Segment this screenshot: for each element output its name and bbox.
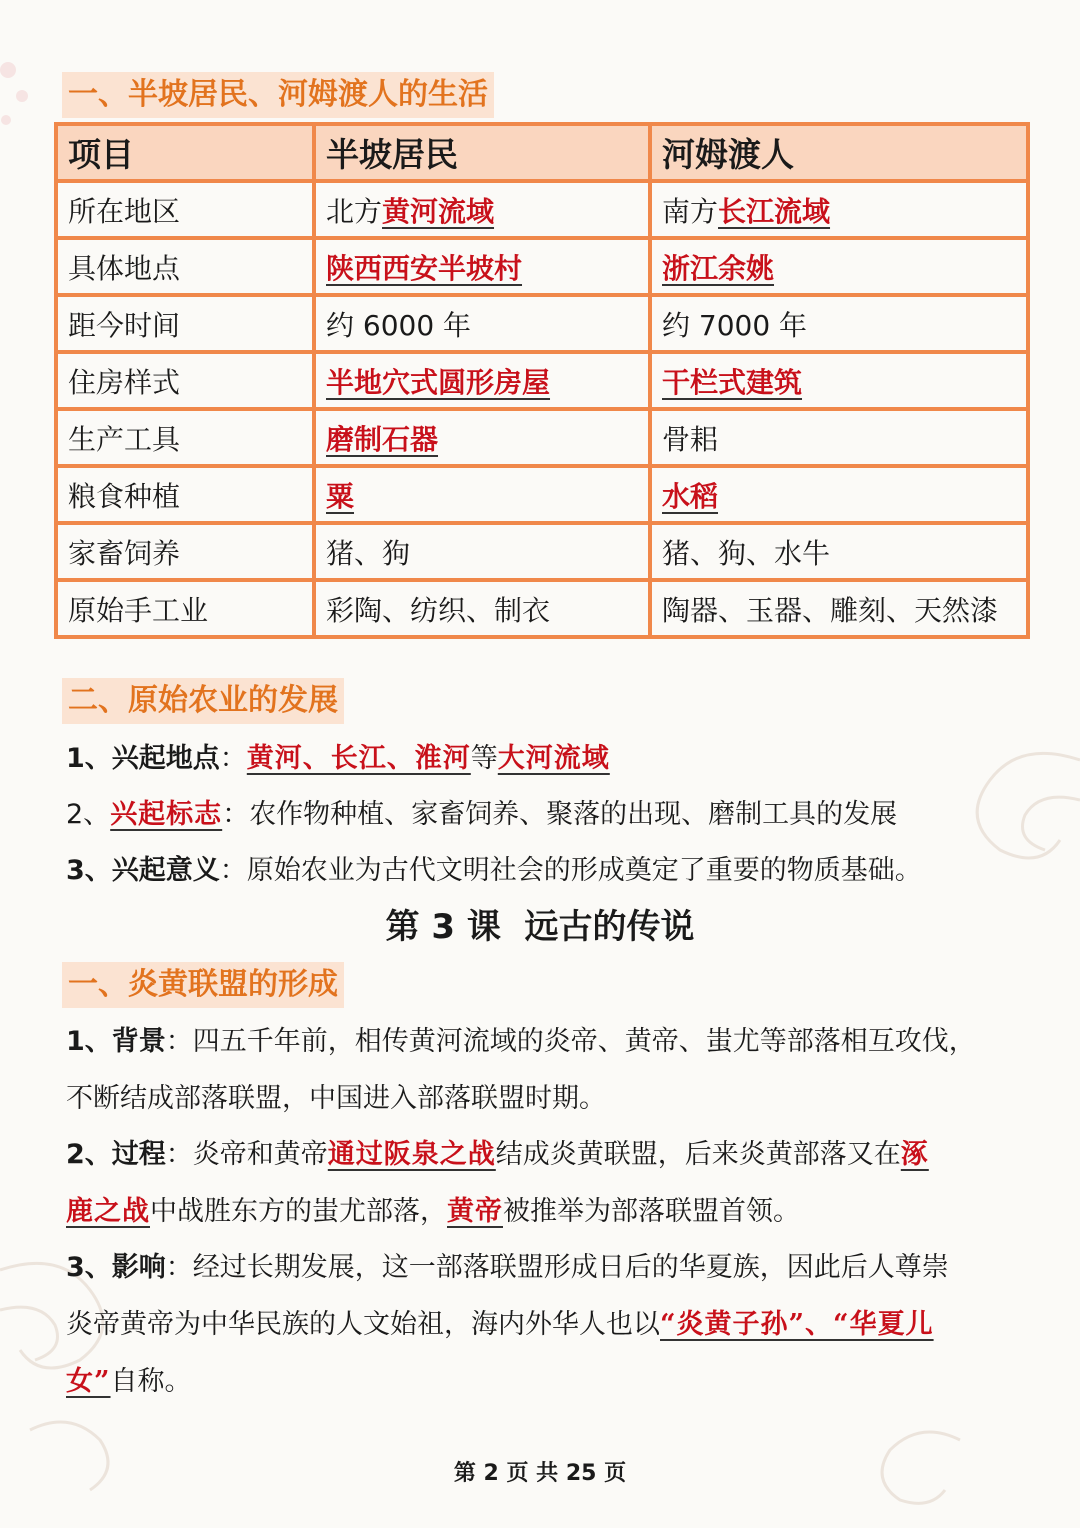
section-heading-alliance: 一、炎黄联盟的形成 (62, 962, 344, 1008)
highlight-zhuolu-a: 涿 (900, 1139, 929, 1170)
rise-marker (66, 786, 897, 843)
highlight-text: 陕西西安半坡村 (326, 251, 523, 285)
table-row (56, 295, 1028, 352)
influence-text: 经过长期发展，这一部落联盟形成日后的华夏族，因此后人尊崇 (192, 1252, 949, 1283)
row-hemudu-cell (650, 523, 1028, 580)
rise-location-text: 等 (470, 743, 498, 774)
rise-marker-text: 农作物种植、家畜饲养、聚落的出现、磨制工具的发展 (249, 799, 898, 830)
cell-text: 南方 (662, 194, 719, 228)
highlight-text: 黄河流域 (382, 194, 495, 228)
colon: ： (165, 1026, 193, 1057)
row-hemudu-cell (650, 580, 1028, 637)
cell-text: 骨耜 (662, 422, 719, 456)
rise-location (66, 730, 610, 787)
row-item-cell: 距今时间 (56, 295, 314, 352)
highlight-text: 干栏式建筑 (662, 365, 803, 399)
cell-text: 陶器、玉器、雕刻、天然漆 (662, 593, 999, 627)
colon: ： (165, 1139, 193, 1170)
header-hemudu: 河姆渡人 (650, 124, 1028, 181)
highlight-text: 长江流域 (718, 194, 831, 228)
table-row (56, 409, 1028, 466)
rise-significance-text: 原始农业为古代文明社会的形成奠定了重要的物质基础。 (246, 855, 922, 886)
row-banpo-cell (314, 181, 650, 238)
process-text: 被推举为部落联盟首领。 (503, 1196, 800, 1227)
row-hemudu-cell (650, 409, 1028, 466)
comparison-table (54, 122, 1030, 639)
row-banpo-cell (314, 523, 650, 580)
highlight-text: 磨制石器 (326, 422, 439, 456)
colon: ： (219, 743, 247, 774)
row-hemudu-cell (650, 295, 1028, 352)
rise-significance (66, 842, 922, 899)
header-item: 项目 (56, 124, 314, 181)
row-item-cell: 生产工具 (56, 409, 314, 466)
row-hemudu-cell (650, 181, 1028, 238)
process-text: 炎帝和黄帝 (192, 1139, 328, 1170)
table-header-row (56, 124, 1028, 181)
highlight-huangdi: 黄帝 (447, 1196, 503, 1227)
row-banpo-cell (314, 295, 650, 352)
highlight-river-basins: 大河流域 (497, 743, 610, 774)
background-text: 四五千年前，相传黄河流域的炎帝、黄帝、蚩尤等部落相互攻伐， (192, 1026, 976, 1057)
rise-location-label: 1、兴起地点 (66, 743, 220, 774)
colon: ： (165, 1252, 193, 1283)
influence-text: 自称。 (110, 1366, 192, 1397)
row-banpo-cell (314, 466, 650, 523)
row-banpo-cell (314, 409, 650, 466)
highlight-banquan: 通过阪泉之战 (327, 1139, 496, 1170)
lesson-title: 第 3 课 远古的传说 (385, 907, 695, 947)
cell-text: 猪、狗 (326, 536, 411, 570)
cell-text: 彩陶、纺织、制衣 (326, 593, 551, 627)
background-line-2: 不断结成部落联盟，中国进入部落联盟时期。 (66, 1083, 606, 1114)
cell-text: 猪、狗、水牛 (662, 536, 831, 570)
highlight-rivers: 黄河、长江、淮河 (246, 743, 471, 774)
highlight-text: 浙江余姚 (662, 251, 775, 285)
table-row (56, 523, 1028, 580)
cell-text: 约 6000 年 (326, 308, 472, 342)
table-row (56, 238, 1028, 295)
process-text: 结成炎黄联盟，后来炎黄部落又在 (495, 1139, 901, 1170)
highlight-text: 水稻 (662, 479, 719, 513)
row-item-cell: 所在地区 (56, 181, 314, 238)
background-line-1 (66, 1013, 976, 1070)
table-row (56, 352, 1028, 409)
highlight-text: 粟 (326, 479, 355, 513)
section-heading-agriculture: 二、原始农业的发展 (62, 678, 344, 724)
influence-line-3 (66, 1353, 192, 1410)
background-label: 1、背景 (66, 1026, 166, 1057)
process-label: 2、过程 (66, 1139, 166, 1170)
row-item-cell: 粮食种植 (56, 466, 314, 523)
colon: ： (222, 799, 250, 830)
influence-text: 炎帝黄帝为中华民族的人文始祖，海内外华人也以 (66, 1309, 660, 1340)
colon: ： (219, 855, 247, 886)
highlight-zhuolu-b: 鹿之战 (66, 1196, 150, 1227)
rise-significance-label: 3、兴起意义 (66, 855, 220, 886)
table-row (56, 181, 1028, 238)
row-item-cell: 住房样式 (56, 352, 314, 409)
row-item-cell: 原始手工业 (56, 580, 314, 637)
highlight-yanhuang: “炎黄子孙”、“华夏儿 (660, 1309, 934, 1340)
row-hemudu-cell (650, 352, 1028, 409)
influence-line-2 (66, 1296, 934, 1353)
highlight-text: 半地穴式圆形房屋 (326, 365, 551, 399)
row-item-cell: 家畜饲养 (56, 523, 314, 580)
influence-label: 3、影响 (66, 1252, 166, 1283)
row-banpo-cell (314, 352, 650, 409)
rise-marker-label: 兴起标志 (110, 799, 223, 830)
cell-text: 北方 (326, 194, 383, 228)
row-hemudu-cell (650, 238, 1028, 295)
section-heading-banpo-hemudu: 一、半坡居民、河姆渡人的生活 (62, 72, 494, 118)
row-item-cell: 具体地点 (56, 238, 314, 295)
row-hemudu-cell (650, 466, 1028, 523)
rise-marker-num: 2、 (66, 799, 111, 830)
process-text: 中战胜东方的蚩尤部落， (150, 1196, 447, 1227)
process-line-2 (66, 1183, 800, 1240)
influence-line-1 (66, 1239, 949, 1296)
highlight-nv: 女” (66, 1366, 111, 1397)
row-banpo-cell (314, 580, 650, 637)
table-row (56, 466, 1028, 523)
cell-text: 约 7000 年 (662, 308, 808, 342)
page-footer: 第 2 页 共 25 页 (453, 1461, 627, 1486)
process-line-1 (66, 1126, 929, 1183)
row-banpo-cell (314, 238, 650, 295)
table-row (56, 580, 1028, 637)
header-banpo: 半坡居民 (314, 124, 650, 181)
